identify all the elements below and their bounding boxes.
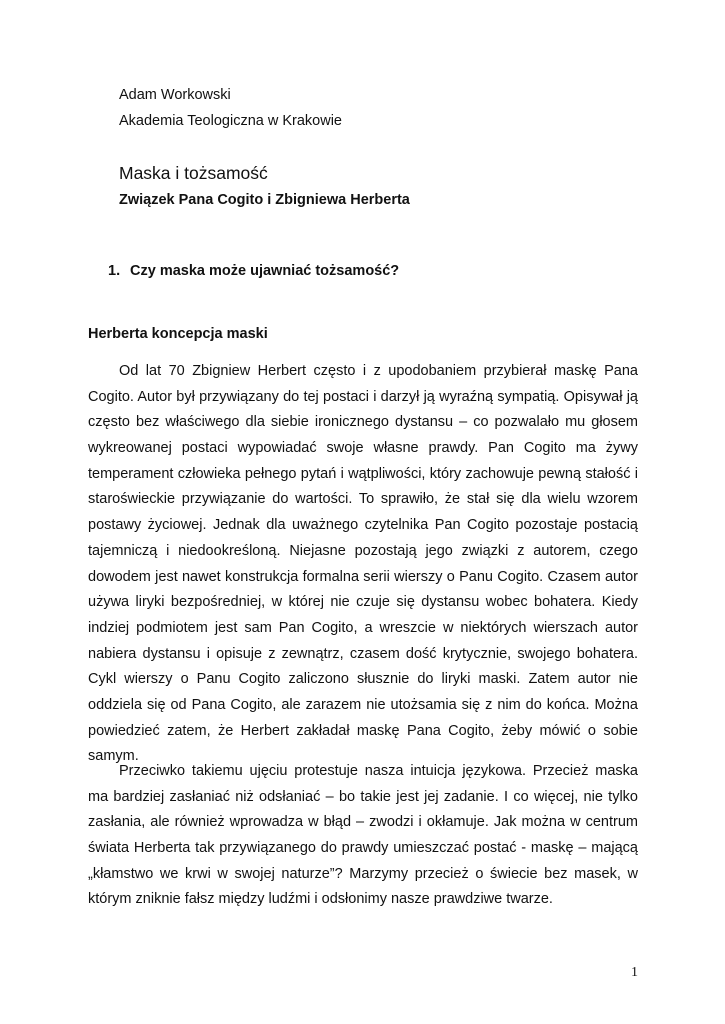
author-name: Adam Workowski bbox=[119, 87, 231, 103]
paragraph-line: samym. bbox=[88, 748, 139, 765]
paragraph-line: Cogito. Autor był przywiązany do tej postaci i darzył ją wyraźną sympatią. Opisywał ją bbox=[88, 388, 638, 405]
paragraph-line: „kłamstwo we krwi w swojej naturze”? Marzymy przecież o świecie bez masek, w bbox=[88, 865, 638, 882]
paragraph-line: staroświeckie przywiązanie do wartości. To sprawiło, że stał się dla wielu wzorem bbox=[88, 491, 638, 508]
paragraph-line: zasłania, ale również wprowadza w błąd – zwodzi i okłamuje. Jak można w centrum bbox=[88, 814, 638, 831]
paragraph-line: którym zniknie fałsz między ludźmi i odsłonimy nasze prawdziwe twarze. bbox=[88, 891, 553, 908]
paragraph-line: temperament człowieka pełnego pytań i wątpliwości, który zachowuje pewną stałość i bbox=[88, 465, 638, 482]
paragraph-line: indziej podmiotem jest sam Pan Cogito, a wreszcie w niektórych wierszach autor bbox=[88, 619, 638, 636]
paragraph-line: postawy życiowej. Jednak dla uważnego czytelnika Pan Cogito pozostaje postacią bbox=[88, 517, 638, 534]
section-number: 1. bbox=[108, 263, 121, 279]
section-heading-text: Czy maska może ujawniać tożsamość? bbox=[130, 263, 400, 279]
document-subtitle: Związek Pana Cogito i Zbigniewa Herberta bbox=[119, 192, 410, 208]
section-heading bbox=[108, 262, 399, 280]
paragraph-line: świata Herberta tak przywiązanego do prawdy umieszczać postać - maskę – mającą bbox=[88, 840, 638, 857]
paragraph-line: Przeciwko takiemu ujęciu protestuje nasza intuicja językowa. Przecież maska bbox=[119, 763, 638, 779]
paragraph-line: nabiera dystansu i opisuje z zewnątrz, czasem dość krytycznie, swojego bohatera. bbox=[88, 645, 638, 662]
paragraph-line: często bez właściwego dla siebie ironicznego dystansu – co pozwalało mu głosem bbox=[88, 414, 638, 431]
paragraph-line: Cykl wierszy o Panu Cogito zaliczono słusznie do liryki maski. Zatem autor nie bbox=[88, 671, 638, 688]
paragraph-line: używa liryki bezpośredniej, w której nie czuje się dystansu wobec bohatera. Kiedy bbox=[88, 594, 638, 611]
subsection-heading: Herberta koncepcja maski bbox=[88, 326, 268, 342]
paragraph-line: oddziela się od Pana Cogito, ale zarazem nie utożsamia się z nim do końca. Można bbox=[88, 696, 638, 713]
paragraph-2 bbox=[88, 759, 638, 913]
institution-name: Akademia Teologiczna w Krakowie bbox=[119, 113, 342, 129]
paragraph-line: tajemniczą i niedookreśloną. Niejasne pozostają jego związki z autorem, czego bbox=[88, 542, 638, 559]
paragraph-line: Od lat 70 Zbigniew Herbert często i z upodobaniem przybierał maskę Pana bbox=[119, 363, 638, 379]
document-title: Maska i tożsamość bbox=[119, 163, 268, 183]
paragraph-1 bbox=[88, 359, 638, 770]
page-number: 1 bbox=[631, 965, 638, 980]
paragraph-line: powiedzieć zatem, że Herbert zakładał maskę Pana Cogito, żeby mówić o sobie bbox=[88, 722, 638, 739]
paragraph-line: wykreowanej postaci wypowiadać swoje własne prawdy. Pan Cogito ma żywy bbox=[88, 440, 638, 457]
paragraph-line: dowodem jest nawet konstrukcja formalna serii wierszy o Panu Cogito. Czasem autor bbox=[88, 568, 638, 585]
paragraph-line: ma bardziej zasłaniać niż odsłaniać – bo takie jest jej zadanie. I co więcej, nie tylko bbox=[88, 788, 638, 805]
